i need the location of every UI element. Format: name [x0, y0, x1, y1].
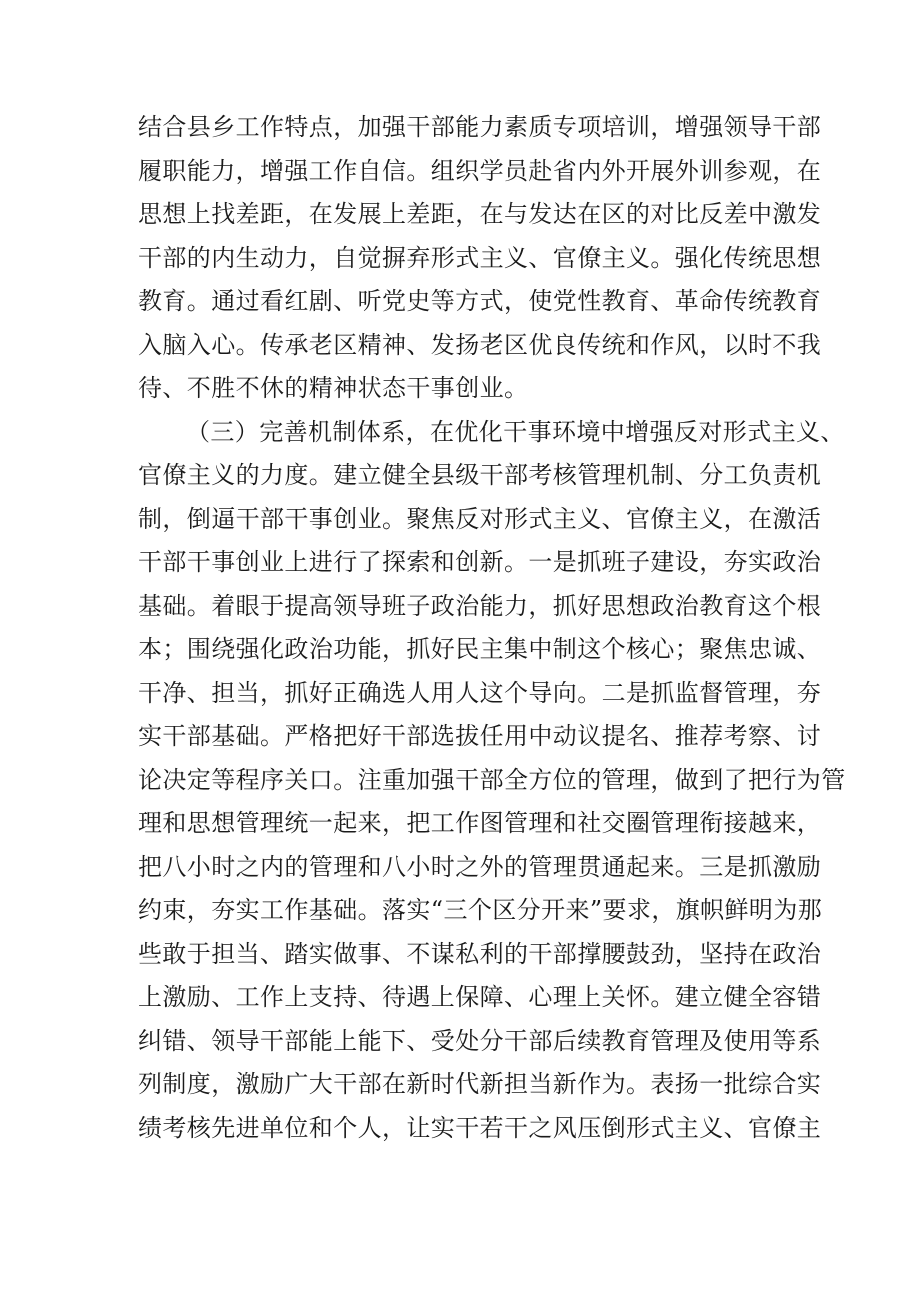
- text-line: 理和思想管理统一起来，把工作图管理和社交圈管理衔接越来，: [138, 809, 822, 837]
- text-line: 本；围绕强化政治功能，抓好民主集中制这个核心；聚焦忠诚、: [138, 635, 822, 663]
- text-line: 列制度，激励广大干部在新时代新担当新作为。表扬一批综合实: [138, 1070, 822, 1098]
- text-line: 纠错、领导干部能上能下、受处分干部后续教育管理及使用等系: [138, 1026, 822, 1055]
- text-line: 官僚主义的力度。建立健全县级干部考核管理机制、分工负责机: [138, 461, 822, 489]
- document-body: [138, 106, 846, 1150]
- text-line: 绩考核先进单位和个人，让实干若干之风压倒形式主义、官僚主: [138, 1113, 822, 1142]
- text-line: 基础。着眼于提高领导班子政治能力，抓好思想政治教育这个根: [138, 591, 822, 620]
- text-line: 约束，夯实工作基础。落实“三个区分开来”要求，旗帜鲜明为那: [138, 896, 823, 924]
- text-line: 履职能力，增强工作自信。组织学员赴省内外开展外训参观，在: [138, 156, 822, 185]
- text-line: 实干部基础。严格把好干部选拔任用中动议提名、推荐考察、讨: [138, 722, 822, 750]
- text-line: 教育。通过看红剧、听党史等方式，使党性教育、革命传统教育: [138, 287, 822, 315]
- text-line: 干部的内生动力，自觉摒弃形式主义、官僚主义。强化传统思想: [138, 243, 822, 272]
- text-line: 制，倒逼干部干事创业。聚焦反对形式主义、官僚主义，在激活: [138, 504, 822, 533]
- text-line-paragraph-end: 待、不胜不休的精神状态干事创业。: [138, 374, 529, 402]
- text-line: 入脑入心。传承老区精神、发扬老区优良传统和作风，以时不我: [138, 330, 822, 359]
- text-line: 论决定等程序关口。注重加强干部全方位的管理，做到了把行为管: [138, 765, 846, 794]
- text-line: 结合县乡工作特点，加强干部能力素质专项培训，增强领导干部: [138, 113, 822, 141]
- text-line: 干净、担当，抓好正确选人用人这个导向。二是抓监督管理，夯: [138, 678, 822, 707]
- text-line: 思想上找差距，在发展上差距，在与发达在区的对比反差中激发: [138, 200, 822, 228]
- section-heading-line: （三）完善机制体系，在优化干事环境中增强反对形式主义、: [186, 417, 845, 446]
- text-line: 上激励、工作上支持、待遇上保障、心理上关怀。建立健全容错: [138, 983, 822, 1011]
- text-line: 干部干事创业上进行了探索和创新。一是抓班子建设，夯实政治: [138, 548, 822, 576]
- text-line: 把八小时之内的管理和八小时之外的管理贯通起来。三是抓激励: [138, 852, 822, 881]
- text-line: 些敢于担当、踏实做事、不谋私利的干部撑腰鼓劲，坚持在政治: [138, 939, 822, 968]
